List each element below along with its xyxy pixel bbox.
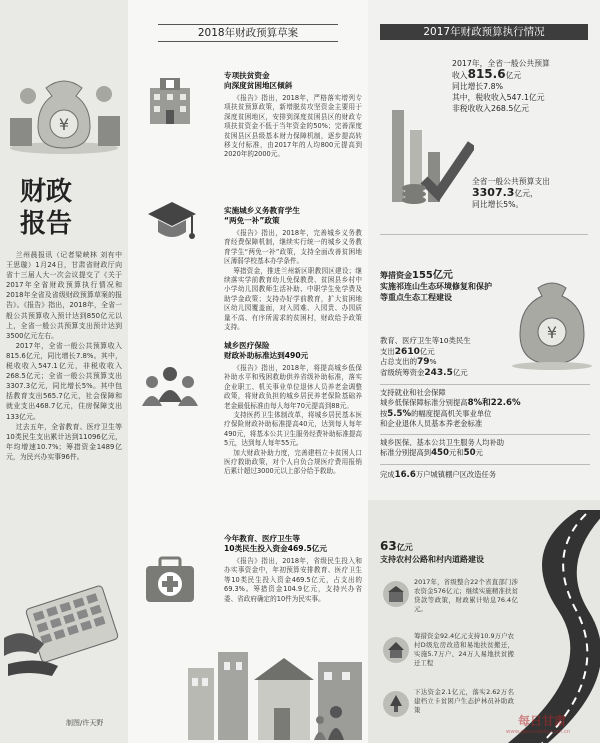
- share-line: [380, 357, 510, 368]
- farm-icon: [382, 580, 410, 608]
- road-subtitle: 支持农村公路和村内道路建设: [380, 555, 484, 564]
- expenditure-growth: 同比增长5%。: [472, 200, 524, 209]
- first-aid-kit-icon: [142, 552, 198, 606]
- medical-subsidy-line-2: [380, 448, 594, 458]
- road-unit: 亿元: [396, 543, 413, 552]
- poverty-funds-paragraph: 《报告》指出，2018年，严格落实增列专项扶贫预算政策，新增脱贫攻坚资金主要用于深度贫困地区，安排到深度贫困县区的财政专项扶贫资金不低于当年资金的50%；完善深度贫困县区县级基本财力保障机制，逐步提高转移支付标准，由2017年的人均800元提高到2020年的2000元。: [224, 94, 362, 159]
- provincial-funds-value: 243.5: [424, 367, 453, 378]
- people-group-icon: [140, 362, 200, 412]
- report-title: [20, 176, 110, 240]
- shantytown-line: [380, 470, 594, 480]
- share-unit: %: [429, 357, 437, 367]
- expenditure-summary: [472, 176, 596, 210]
- income-value: 815.6: [467, 67, 506, 81]
- section-text-medical-insurance: [224, 364, 362, 477]
- section-text-livelihood: [224, 557, 362, 604]
- social-security-line-2: [380, 398, 594, 408]
- subsidy-unit: 元: [475, 448, 483, 458]
- income-line-1: 2017年，全省一般公共预算: [452, 59, 550, 68]
- ecology-amount: 155亿元: [412, 270, 453, 281]
- intro-paragraph-2: 2017年，全省一般公共预算收入815.6亿元，同比增长7.8%。其中，税收收入547.1亿元，非税收收入268.5亿元；全省一般公共预算支出3307.3亿元，同比增长5%。其中包括教育支出565.7亿元，社会保障和就业支出468.7亿元，住房保障支出133亿元。: [6, 341, 122, 421]
- section-title-livelihood: 今年教育、医疗卫生等 10类民生投入资金469.5亿元: [224, 534, 327, 553]
- shantytown-prefix: 完成: [380, 470, 395, 479]
- title-line-1: 财政: [20, 177, 73, 207]
- provincial-funds-line: [380, 368, 510, 379]
- shantytown-suffix: 万户城镇棚户区改造任务: [415, 470, 497, 479]
- budget-execution-banner: 2017年财政预算执行情况: [380, 24, 588, 40]
- expenditure-unit: 亿元，: [514, 189, 538, 198]
- pension-line: [380, 409, 594, 419]
- education-paragraph-2: 筹措资金，推进兰州新区职教园区建设；继续落实学前教育幼儿免保教费、贫困县乡村中小学幼儿园教师生活补助、中职学生免学费及助学金政策；支持办好学前教育，扩大贫困地区幼儿园覆盖面，对入园难、入园贵、办园质量不高、有序所需求的贫困村，财政给予政策支持。: [224, 266, 362, 332]
- expenditure-line-1: 全省一般公共预算支出: [472, 177, 550, 186]
- low-income-value: 8%和22.6%: [467, 398, 521, 409]
- subsidy-value-1: 450: [431, 448, 450, 459]
- road-title: [380, 540, 484, 566]
- money-sack-icon: [508, 274, 596, 370]
- watermark-logo: 每日甘肃: [518, 714, 567, 728]
- income-unit: 亿元: [505, 71, 522, 80]
- housing-relocation-text: 筹措资金92.4亿元支持10.9万户农村D级危房改造和易地扶贫搬迁，实施5.7万户、24万人易地扶贫搬迁工程: [414, 632, 514, 667]
- livelihood-line-2: [380, 347, 510, 358]
- ecology-title-prefix: 筹措资金: [380, 271, 412, 280]
- svg-text:¥: ¥: [58, 115, 70, 134]
- medical-subsidy-block: [380, 438, 594, 459]
- medical-insurance-paragraph-2: 支持医药卫生体制改革，将城乡居民基本医疗保险财政补助标准提高40元，达到每人每年490元，将基本公共卫生服务经费补助标准提高5元，达到每人每年55元。: [224, 411, 362, 448]
- middle-column: [128, 0, 368, 743]
- medical-subsidy-line-1: 城乡医保、基本公共卫生服务人均补助: [380, 438, 505, 447]
- section-text-poverty-funds: [224, 94, 362, 160]
- livelihood-value: 2610: [394, 346, 420, 357]
- right-column: [368, 0, 600, 743]
- keyboard-hands-icon: [4, 568, 124, 678]
- agriculture-funds-text: 2017年，省级整合22个省直部门涉农资金576亿元；继续实施精准扶贫贷款等政策，财政累计贴息76.4亿元。: [414, 578, 518, 613]
- intro-paragraph-3: 过去五年，全省教育、医疗卫生等10类民生支出累计达到11096亿元，年均增速10.7%；筹措资金1489亿元，为民兴办实事96件。: [6, 422, 122, 461]
- pension-prefix: 按: [380, 408, 388, 418]
- education-paragraph-1: 《报告》指出，2018年，完善城乡义务教育经费保障机制，继续实行统一的城乡义务教育学生“两免一补”政策，支持全面改善贫困地区薄弱学校基本办学条件。: [224, 229, 362, 266]
- houses-family-icon: [188, 628, 364, 740]
- left-column: [0, 0, 128, 743]
- subsidy-prefix: 标准分别提高到: [380, 448, 432, 458]
- livelihood-unit: 亿元: [419, 346, 435, 356]
- section-title-poverty-funds: 专项扶贫资金 向深度贫困地区倾斜: [224, 71, 293, 90]
- social-security-block: [380, 388, 594, 430]
- house-icon: [382, 636, 410, 664]
- nontax-income: 非税收收入268.5亿元: [452, 104, 529, 113]
- share-prefix: 占总支出的: [380, 357, 417, 367]
- svg-text:¥: ¥: [546, 323, 558, 342]
- livelihood-stats: [380, 336, 510, 378]
- hospital-building-icon: [142, 70, 198, 126]
- medical-insurance-paragraph-1: 《报告》指出，2018年，将提高城乡低保补助水平和残困救助供养省级补助标准，落实企业职工、机关事业单位退休人员养老金调整政策，将财政负担的城乡居民养老保险基础养老金最低标准由每人每年70元提高到88元。: [224, 364, 362, 410]
- pension-suffix: 的幅度提高机关事业单位: [411, 408, 492, 418]
- social-security-line-1: 支持就业和社会保障: [380, 388, 446, 397]
- pension-value: 5.5%: [387, 408, 412, 419]
- road-icon: [508, 510, 600, 743]
- illustration-credit: 制图/许天野: [66, 719, 104, 727]
- shantytown-value: 16.6: [394, 470, 416, 480]
- ecology-line-2: 实施祁连山生态环境修复和保护: [380, 282, 492, 291]
- tax-income: 其中，税收收入547.1亿元: [452, 93, 545, 102]
- section-title-medical-insurance: 城乡医疗保险 财政补助标准达到490元: [224, 341, 309, 360]
- section-text-education: [224, 229, 362, 332]
- forest-ranger-text: 下达资金2.1亿元，落实2.62万名建档立卡贫困户生态护林员补助政策: [414, 688, 514, 714]
- income-summary: [452, 58, 596, 114]
- expenditure-line-2: [472, 187, 596, 199]
- ecology-line-3: 等重点生态工程建设: [380, 293, 452, 302]
- expenditure-value: 3307.3: [472, 186, 515, 199]
- provincial-funds-unit: 亿元: [452, 367, 468, 377]
- provincial-funds-prefix: 省级统筹资金: [380, 367, 425, 377]
- section-title-education: 实施城乡义务教育学生 “两免一补”政策: [224, 206, 300, 225]
- low-income-prefix: 城乡低保保障标准分别提高: [380, 398, 468, 408]
- intro-text: [6, 250, 122, 462]
- subsidy-value-2: 50: [463, 448, 476, 459]
- money-bag-icon: [6, 66, 122, 156]
- medical-insurance-paragraph-3: 加大财政补助力度，完善建档立卡贫困人口医疗救助政策，对个人自负合规医疗费用报销后累计超过3000元以上部分给予救助。: [224, 448, 362, 476]
- share-value: 79: [416, 357, 430, 368]
- livelihood-prefix: 支出: [380, 346, 395, 356]
- graduation-cap-icon: [146, 196, 198, 248]
- road-amount: 63: [380, 539, 397, 553]
- income-growth: 同比增长7.8%: [452, 82, 503, 91]
- income-prefix: 收入: [452, 71, 468, 80]
- forest-icon: [382, 690, 410, 718]
- livelihood-line-1: 教育、医疗卫生等10类民生: [380, 336, 471, 345]
- livelihood-paragraph: 《报告》指出，2018年，省级民生投入和办实事资金中，年初预算安排教育、医疗卫生等10类民生投入资金469.5亿元，占支出的69.3%。筹措资金104.9亿元，支持兴办省委、省政府确定的10件为民实事。: [224, 557, 362, 603]
- income-line-2: [452, 69, 596, 81]
- budget-draft-banner: 2018年财政预算草案: [158, 24, 338, 42]
- title-line-2: 报告: [20, 209, 73, 239]
- subsidy-mid: 元和: [449, 448, 464, 458]
- pension-line-2: 和企业退休人员基本养老金标准: [380, 419, 483, 429]
- watermark-url: www.gansudaily.com.cn: [506, 729, 571, 735]
- intro-paragraph-1: 兰州晨报讯（记者梁峡林 刘有中 王思璇）1月24日，甘肃省财政厅向省十三届人大一次会议提交了《关于2017年全省财政预算执行情况和2018年全省及省级财政预算草案的报告》。《报告》指出，2018年，全省一般公共预算收入预计达到850亿元以上，全省一般公共预算支出预计达到3500亿元左右。: [6, 251, 122, 340]
